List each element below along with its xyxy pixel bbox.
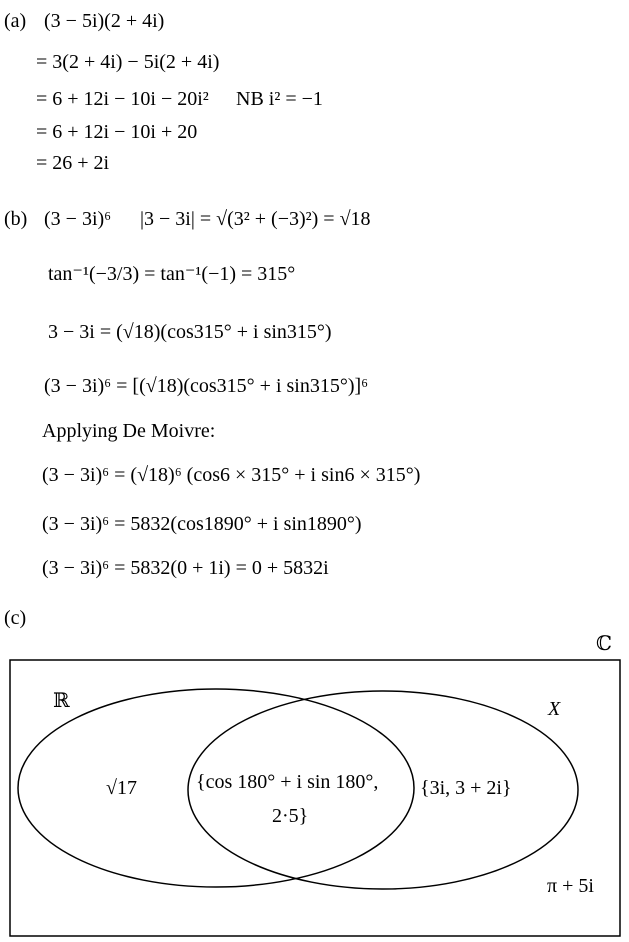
part-b-result: (3 − 3i)⁶ = 5832(0 + 1i) = 0 + 5832i: [42, 557, 329, 579]
part-a-note: NB i² = −1: [236, 88, 323, 110]
part-a-line-3: = 6 + 12i − 10i − 20i²: [36, 88, 209, 110]
part-a-label: (a): [4, 10, 27, 32]
part-b-power-polar: (3 − 3i)⁶ = [(√18)(cos315° + i sin315°)]⁶: [44, 375, 369, 397]
part-a-line-2: = 3(2 + 4i) − 5i(2 + 4i): [36, 51, 220, 73]
r-only-element: √17: [106, 777, 137, 799]
universe-label: ℂ: [596, 633, 612, 655]
set-r-label: ℝ: [53, 690, 70, 712]
outside-element: π + 5i: [547, 875, 594, 897]
part-a-line-1: (3 − 5i)(2 + 4i): [44, 10, 165, 32]
part-a-line-4: = 6 + 12i − 10i + 20: [36, 121, 198, 143]
intersection-element-1: {cos 180° + i sin 180°,: [196, 771, 379, 793]
part-b-polar-form: 3 − 3i = (√18)(cos315° + i sin315°): [48, 321, 332, 343]
part-a-line-5: = 26 + 2i: [36, 152, 110, 174]
part-b-de-moivre-step: (3 − 3i)⁶ = (√18)⁶ (cos6 × 315° + i sin6 × 315°): [42, 464, 421, 486]
part-c-label: (c): [4, 607, 27, 629]
set-x-label: X: [548, 698, 561, 720]
part-b-de-moivre-heading: Applying De Moivre:: [42, 420, 216, 442]
part-b-label: (b): [4, 208, 28, 230]
part-b-argument: tan⁻¹(−3/3) = tan⁻¹(−1) = 315°: [48, 263, 296, 285]
part-b-simplified: (3 − 3i)⁶ = 5832(cos1890° + i sin1890°): [42, 513, 362, 535]
x-only-elements: {3i, 3 + 2i}: [420, 777, 512, 799]
part-b-power: (3 − 3i)⁶: [44, 208, 112, 230]
intersection-element-2: 2·5}: [272, 805, 309, 827]
universe-rect: [10, 660, 620, 936]
part-b-modulus: |3 − 3i| = √(3² + (−3)²) = √18: [140, 208, 371, 230]
